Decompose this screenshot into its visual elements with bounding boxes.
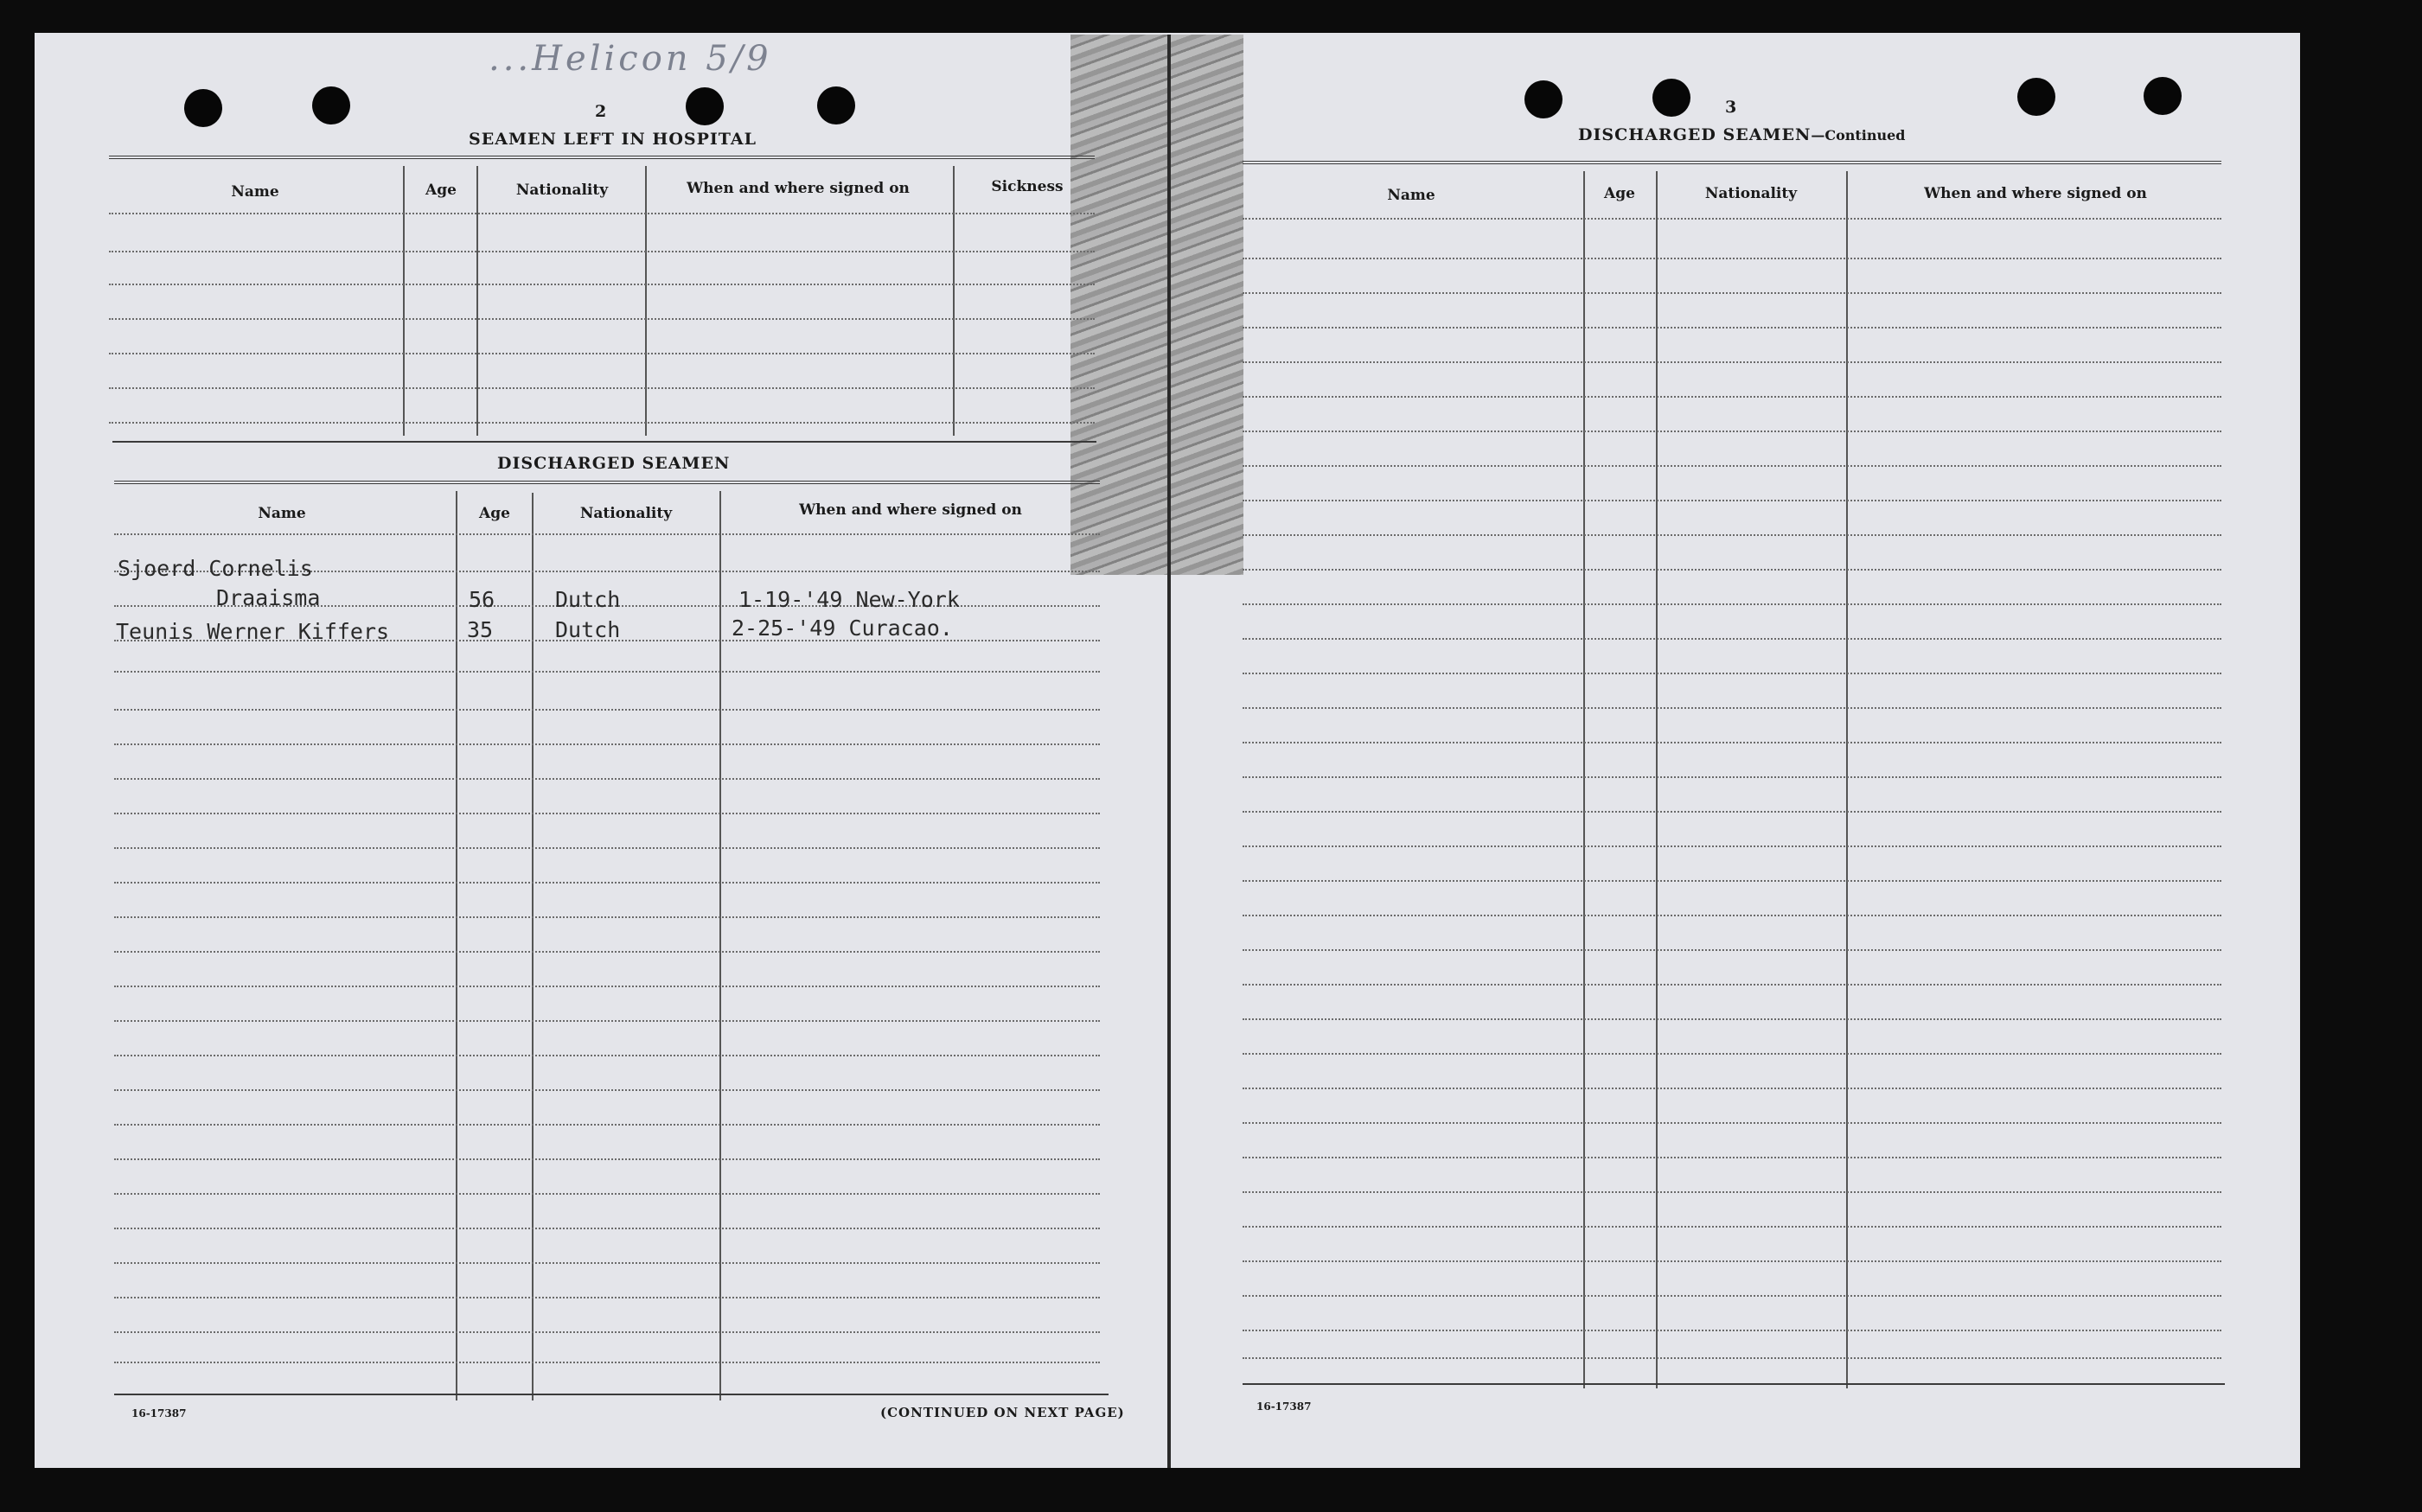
discharged-col-line [532,493,534,1400]
right-row-line [1243,638,2221,640]
discharged-row-line [114,882,1100,884]
discharged-row-line [114,951,1100,953]
punch-hole [1652,79,1690,117]
discharged-row-line [114,1158,1100,1160]
punch-hole [312,86,350,124]
right-row-line [1243,569,2221,571]
right-row-line [1243,811,2221,813]
hospital-header-sickness: Sickness [991,178,1064,195]
discharged-col-line [719,491,721,1400]
table-bottom-rule [1243,1383,2225,1385]
discharged-row-line [114,709,1100,711]
hospital-row-line [109,318,1095,320]
right-row-line [1243,1053,2221,1055]
discharged-row-line [114,743,1100,745]
discharged-row-line [114,1262,1100,1264]
hospital-col-line [403,166,405,436]
seaman-1-age: 56 [469,587,495,612]
handwritten-note: ...Helicon 5/9 [489,39,772,79]
continued-note: (CONTINUED ON NEXT PAGE) [880,1405,1125,1420]
discharged-row-line [114,533,1100,535]
right-row-line [1243,845,2221,847]
hospital-header-nationality: Nationality [515,182,609,199]
discharged-row-line [114,778,1100,780]
hospital-col-line [953,166,955,436]
hospital-row-line [109,251,1095,252]
hospital-section-title: SEAMEN LEFT IN HOSPITAL [469,130,757,149]
discharged-row-line [114,671,1100,673]
right-header-name: Name [1387,187,1435,204]
page-fold [1167,35,1171,1468]
right-row-line [1243,1122,2221,1124]
seaman-1-name-line2: Draaisma [216,585,321,610]
right-row-line [1243,949,2221,951]
right-section-title [1578,125,1905,144]
punch-hole [184,89,222,127]
right-row-line [1243,1157,2221,1158]
discharged-row-line [114,1020,1100,1022]
discharged-row-line [114,1362,1100,1363]
right-row-line [1243,1295,2221,1297]
right-row-line [1243,396,2221,398]
discharged-row-line [114,916,1100,918]
header-rule [114,481,1100,484]
right-row-line [1243,1260,2221,1262]
hospital-header-signed-on: When and where signed on [687,180,910,197]
page-number-left: 2 [595,102,607,121]
punch-hole [686,87,724,125]
page-number-right: 3 [1725,98,1737,117]
right-row-line [1243,1088,2221,1089]
header-rule [109,156,1095,159]
header-rule [1243,161,2221,164]
hospital-row-line [109,422,1095,424]
punch-hole [2017,78,2055,116]
right-row-line [1243,1330,2221,1331]
right-row-line [1243,361,2221,363]
form-number-right: 16-17387 [1256,1400,1312,1413]
hospital-row-line [109,213,1095,214]
right-row-line [1243,915,2221,916]
right-col-line [1583,171,1585,1388]
right-header-age: Age [1604,185,1635,202]
punch-hole [817,86,855,124]
right-row-line [1243,742,2221,743]
right-row-line [1243,258,2221,259]
hospital-header-name: Name [231,183,279,201]
right-header-signed-on: When and where signed on [1924,185,2147,202]
seaman-1-name-line1: Sjoerd Cornelis [118,556,313,581]
right-row-line [1243,1018,2221,1020]
discharged-row-line [114,1228,1100,1229]
hospital-col-line [645,166,647,436]
right-row-line [1243,292,2221,294]
discharged-row-line [114,1331,1100,1333]
right-row-line [1243,673,2221,674]
discharged-row-line [114,847,1100,849]
discharged-col-line [456,491,457,1400]
right-row-line [1243,218,2221,220]
hospital-row-line [109,284,1095,285]
hospital-row-line [109,353,1095,354]
discharged-header-age: Age [479,505,510,522]
right-title-text: DISCHARGED SEAMEN [1578,125,1812,144]
hospital-header-age: Age [425,182,457,199]
discharged-header-signed-on: When and where signed on [799,501,1022,519]
right-row-line [1243,776,2221,778]
section-rule [112,441,1096,443]
seaman-1-signed-on: 1-19-'49 New-York [738,587,960,612]
right-row-line [1243,707,2221,709]
hospital-col-line [476,166,478,436]
right-row-line [1243,327,2221,329]
right-row-line [1243,603,2221,605]
right-col-line [1846,171,1848,1388]
right-row-line [1243,534,2221,536]
right-header-nationality: Nationality [1704,185,1798,202]
seaman-2-nationality: Dutch [555,617,621,642]
seaman-2-age: 35 [467,617,494,642]
discharged-row-line [114,1089,1100,1091]
right-row-line [1243,1191,2221,1193]
right-row-line [1243,431,2221,432]
punch-hole [2144,77,2182,115]
discharged-row-line [114,1193,1100,1195]
right-title-suffix: —Continued [1811,127,1906,144]
discharged-header-name: Name [258,505,306,522]
punch-hole [1524,80,1562,118]
seaman-2-signed-on: 2-25-'49 Curacao. [732,616,953,641]
discharged-row-line [114,1055,1100,1056]
right-row-line [1243,1357,2221,1359]
right-row-line [1243,1226,2221,1228]
right-row-line [1243,880,2221,882]
right-col-line [1656,171,1658,1388]
right-row-line [1243,984,2221,986]
discharged-row-line [114,1297,1100,1298]
hospital-row-line [109,387,1095,389]
tape-strip [1070,35,1243,575]
seaman-1-nationality: Dutch [555,587,621,612]
discharged-row-line [114,1124,1100,1126]
right-row-line [1243,500,2221,501]
discharged-row-line [114,986,1100,987]
seaman-2-name-line1: Teunis Werner Kiffers [116,619,390,644]
discharged-section-title: DISCHARGED SEAMEN [497,454,731,473]
table-bottom-rule [114,1394,1109,1395]
right-row-line [1243,465,2221,467]
discharged-header-nationality: Nationality [579,505,673,522]
discharged-row-line [114,813,1100,814]
form-number-left: 16-17387 [131,1407,187,1419]
